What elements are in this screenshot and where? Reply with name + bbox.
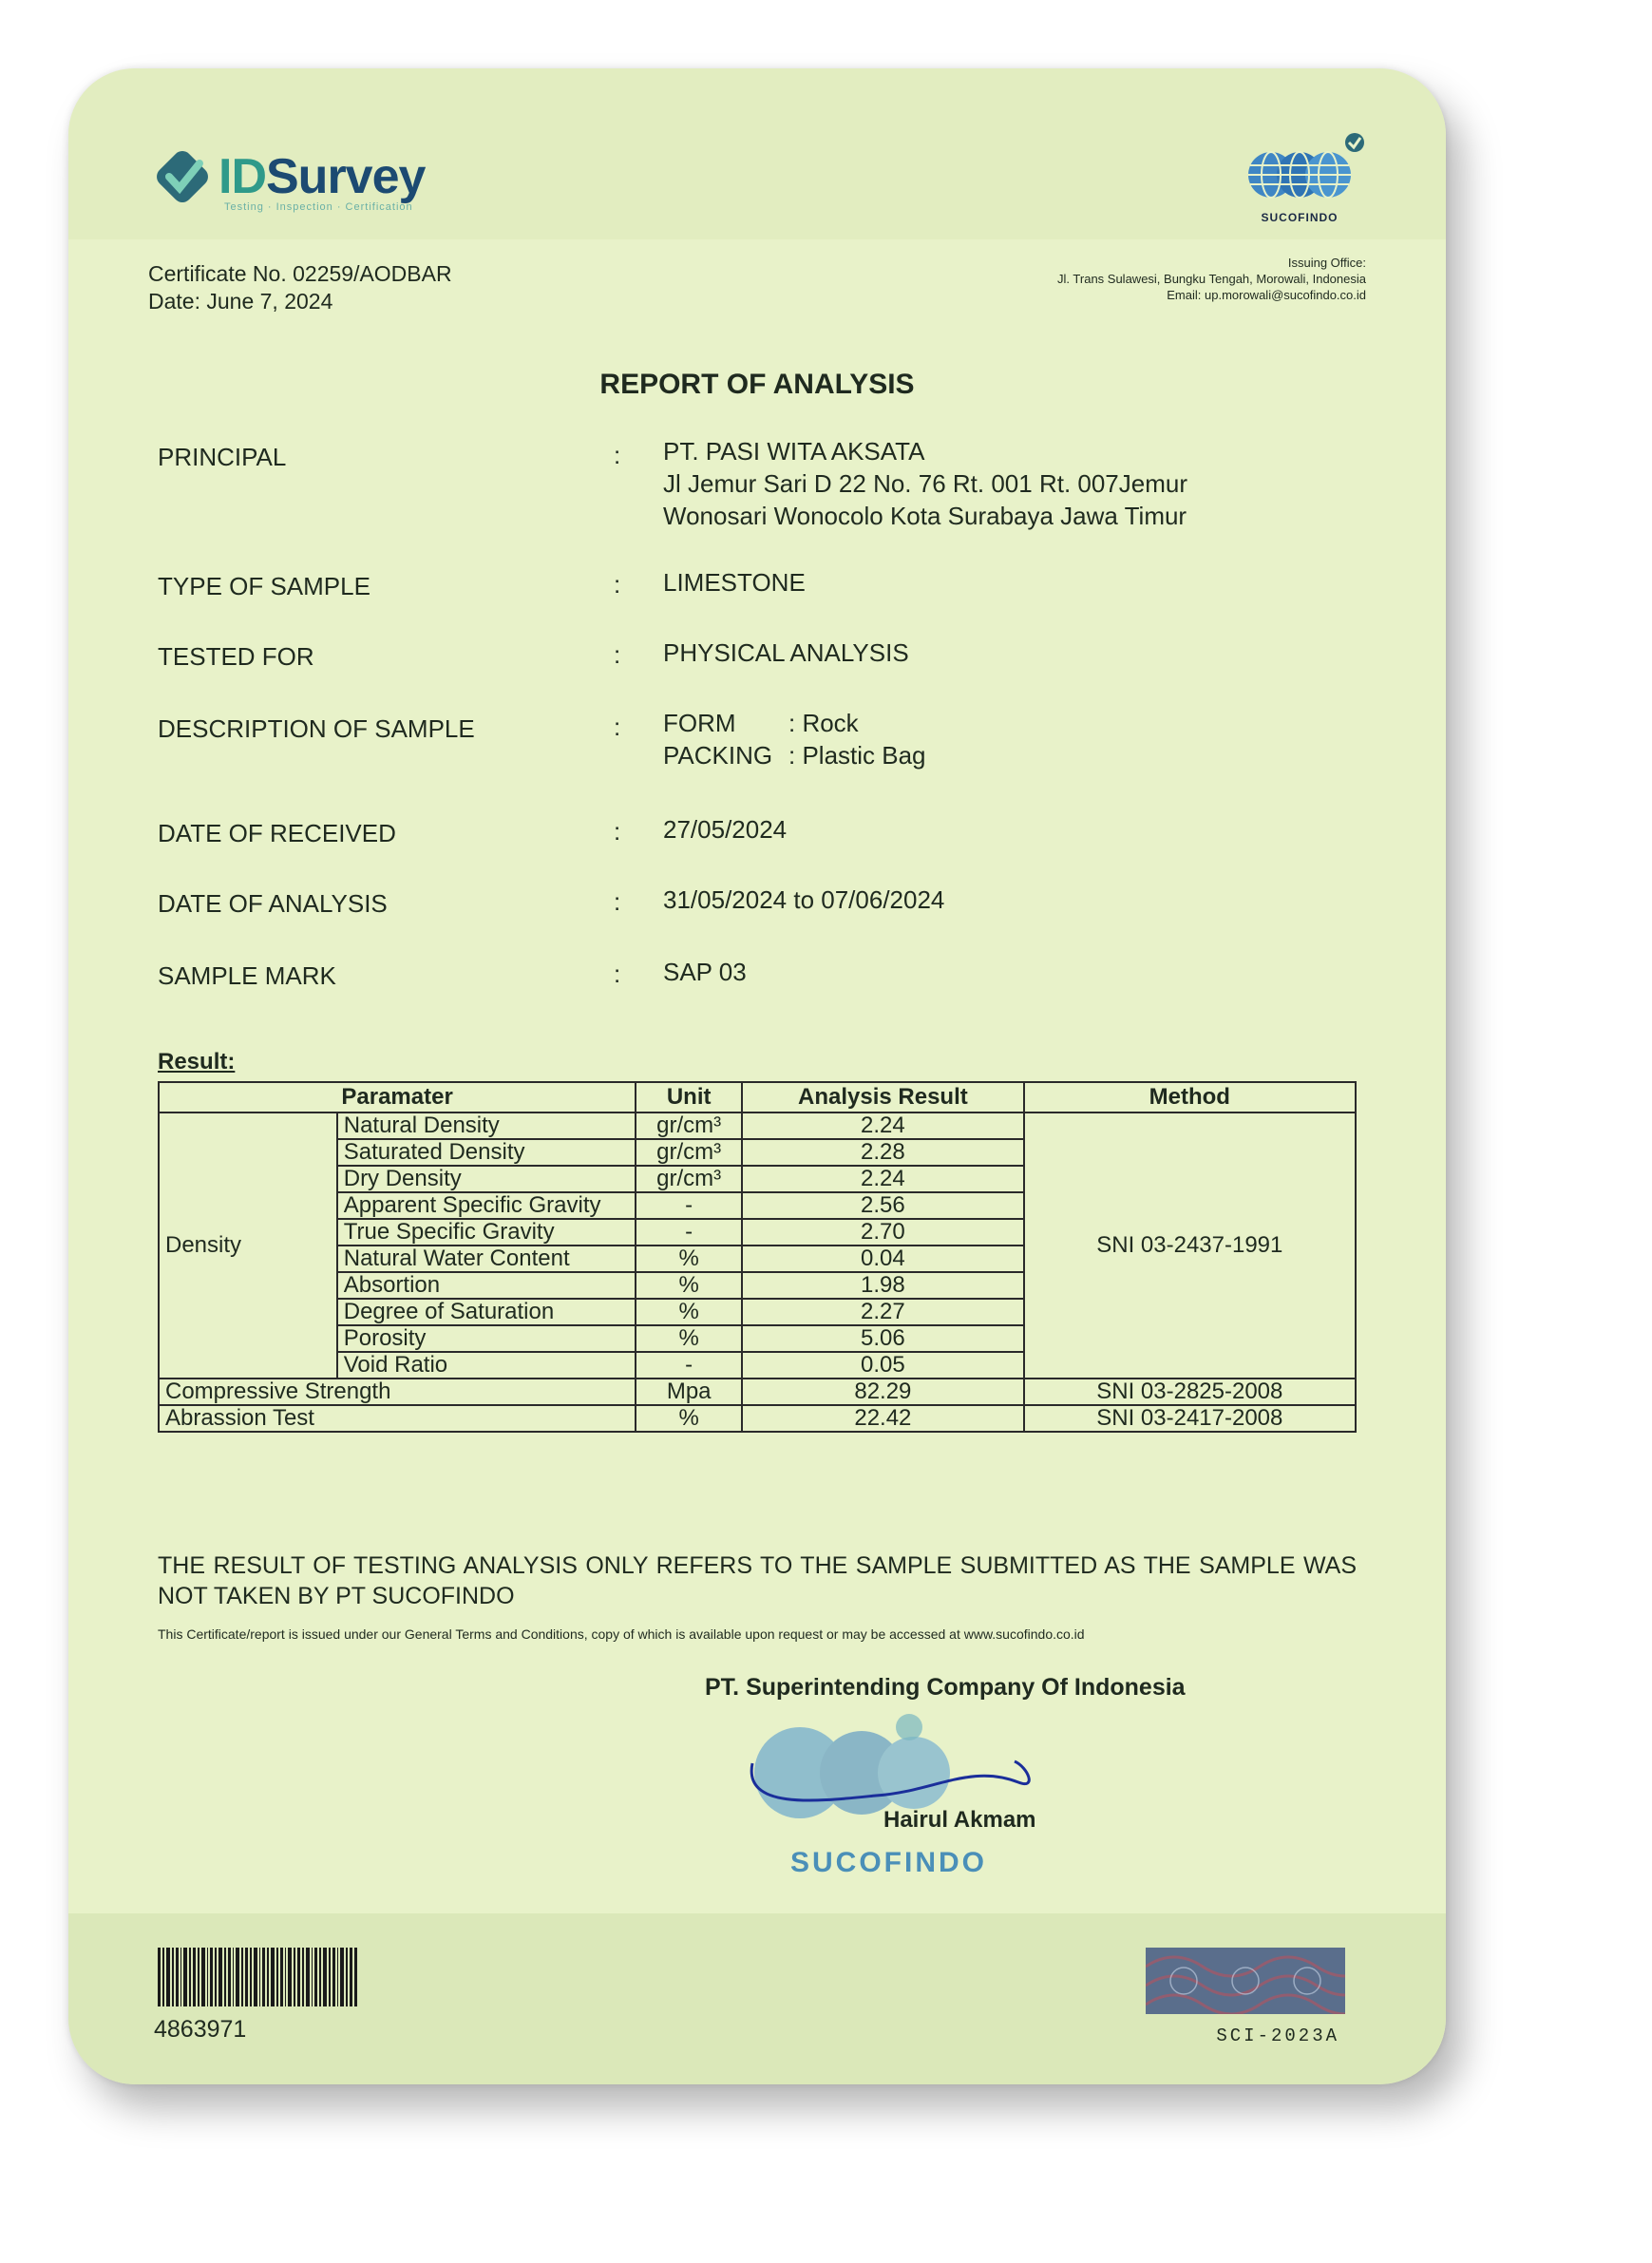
density-method-cell: SNI 03-2437-1991 [1024, 1112, 1356, 1379]
form-line [663, 707, 926, 739]
method-cell: SNI 03-2417-2008 [1024, 1405, 1356, 1432]
principal-label: PRINCIPAL [158, 443, 287, 471]
tested-for-value: PHYSICAL ANALYSIS [663, 638, 909, 667]
unit-cell: % [636, 1299, 742, 1325]
certificate-date: Date: June 7, 2024 [148, 289, 333, 314]
unit-cell: Mpa [636, 1379, 742, 1405]
terms-text: This Certificate/report is issued under our General Terms and Conditions, copy of which is available upon request or may be accessed at www.sucofindo.co.id [158, 1626, 1085, 1642]
principal-address-2: Wonosari Wonocolo Kota Surabaya Jawa Timur [663, 502, 1187, 530]
result-cell: 5.06 [742, 1325, 1024, 1352]
date-received-value: 27/05/2024 [663, 815, 788, 844]
date-analysis-value: 31/05/2024 to 07/06/2024 [663, 885, 945, 914]
table-row [159, 1405, 1356, 1432]
param-cell: Degree of Saturation [337, 1299, 636, 1325]
header-result: Analysis Result [742, 1082, 1024, 1112]
result-cell: 1.98 [742, 1272, 1024, 1299]
param-cell: Abrassion Test [159, 1405, 636, 1432]
unit-cell: gr/cm³ [636, 1166, 742, 1192]
param-cell: Porosity [337, 1325, 636, 1352]
param-cell: Dry Density [337, 1166, 636, 1192]
certificate-document [68, 68, 1446, 2084]
table-row [159, 1112, 1356, 1139]
principal-address-1: Jl Jemur Sari D 22 No. 76 Rt. 001 Rt. 007Jemur [663, 469, 1188, 498]
param-cell: Void Ratio [337, 1352, 636, 1379]
sample-mark-label: SAMPLE MARK [158, 961, 336, 990]
result-cell: 2.24 [742, 1112, 1024, 1139]
hologram-seal [1146, 1948, 1345, 2014]
barcode [158, 1948, 357, 2006]
disclaimer-text: THE RESULT OF TESTING ANALYSIS ONLY REFERS TO THE SAMPLE SUBMITTED AS THE SAMPLE WAS NOT TAKEN BY PT SUCOFINDO [158, 1552, 1357, 1609]
param-cell: Natural Water Content [337, 1246, 636, 1272]
barcode-number: 4863971 [154, 2016, 247, 2043]
header-method: Method [1024, 1082, 1356, 1112]
result-cell: 2.27 [742, 1299, 1024, 1325]
company-name: PT. Superintending Company Of Indonesia [705, 1674, 1186, 1701]
colon: : [614, 640, 621, 669]
result-cell: 2.24 [742, 1166, 1024, 1192]
certificate-number: Certificate No. 02259/AODBAR [148, 261, 452, 286]
description-label: DESCRIPTION OF SAMPLE [158, 714, 475, 743]
unit-cell: % [636, 1405, 742, 1432]
date-received-label: DATE OF RECEIVED [158, 819, 396, 847]
globe-icon [1243, 129, 1366, 205]
colon: : [614, 570, 621, 599]
result-table [158, 1081, 1357, 1433]
hologram-code: SCI-2023A [1216, 2025, 1339, 2046]
unit-cell: % [636, 1325, 742, 1352]
colon: : [614, 817, 621, 846]
idsurvey-check-icon [154, 148, 213, 207]
density-group-cell: Density [159, 1112, 337, 1379]
issuing-office [1057, 255, 1366, 303]
unit-cell: gr/cm³ [636, 1139, 742, 1166]
result-cell: 2.28 [742, 1139, 1024, 1166]
form-key: FORM [663, 709, 736, 737]
result-cell: 82.29 [742, 1379, 1024, 1405]
logo-tagline: Testing · Inspection · Certification [224, 201, 413, 213]
result-cell: 0.05 [742, 1352, 1024, 1379]
packing-line [663, 739, 926, 771]
packing-key: PACKING [663, 741, 773, 770]
param-cell: Compressive Strength [159, 1379, 636, 1405]
param-cell: Saturated Density [337, 1139, 636, 1166]
colon: : [614, 713, 621, 741]
colon: : [614, 887, 621, 916]
principal-name: PT. PASI WITA AKSATA [663, 437, 925, 466]
param-cell: Natural Density [337, 1112, 636, 1139]
type-of-sample-value: LIMESTONE [663, 568, 806, 597]
date-analysis-label: DATE OF ANALYSIS [158, 889, 388, 918]
certificate-info [148, 260, 452, 315]
description-value [663, 707, 926, 771]
idsurvey-logo [154, 148, 458, 217]
unit-cell: gr/cm³ [636, 1112, 742, 1139]
sucofindo-wordmark: SUCOFINDO [1261, 211, 1339, 224]
param-cell: True Specific Gravity [337, 1219, 636, 1246]
param-cell: Apparent Specific Gravity [337, 1192, 636, 1219]
unit-cell: - [636, 1219, 742, 1246]
table-header-row [159, 1082, 1356, 1112]
param-cell: Absortion [337, 1272, 636, 1299]
unit-cell: - [636, 1192, 742, 1219]
result-heading: Result: [158, 1049, 236, 1074]
packing-value: : Plastic Bag [788, 741, 926, 770]
sample-mark-value: SAP 03 [663, 958, 747, 986]
result-cell: 2.70 [742, 1219, 1024, 1246]
signer-name: Hairul Akmam [883, 1807, 1036, 1833]
result-cell: 2.56 [742, 1192, 1024, 1219]
issuing-office-email: Email: up.morowali@sucofindo.co.id [1167, 288, 1366, 302]
unit-cell: - [636, 1352, 742, 1379]
sucofindo-logo [1243, 129, 1366, 224]
issuing-office-address: Jl. Trans Sulawesi, Bungku Tengah, Morowali, Indonesia [1057, 272, 1366, 286]
unit-cell: % [636, 1272, 742, 1299]
result-cell: 22.42 [742, 1405, 1024, 1432]
type-of-sample-label: TYPE OF SAMPLE [158, 572, 370, 600]
method-cell: SNI 03-2825-2008 [1024, 1379, 1356, 1405]
tested-for-label: TESTED FOR [158, 642, 314, 671]
header-parameter: Paramater [159, 1082, 636, 1112]
unit-cell: % [636, 1246, 742, 1272]
form-value: : Rock [788, 709, 859, 737]
result-cell: 0.04 [742, 1246, 1024, 1272]
colon: : [614, 441, 621, 469]
stamp-wordmark: SUCOFINDO [790, 1847, 987, 1878]
document-title: REPORT OF ANALYSIS [599, 369, 915, 400]
header-unit: Unit [636, 1082, 742, 1112]
colon: : [614, 960, 621, 988]
logo-wordmark: IDSurvey [218, 149, 426, 204]
table-row [159, 1379, 1356, 1405]
principal-value [663, 435, 1187, 532]
issuing-office-label: Issuing Office: [1287, 256, 1366, 270]
